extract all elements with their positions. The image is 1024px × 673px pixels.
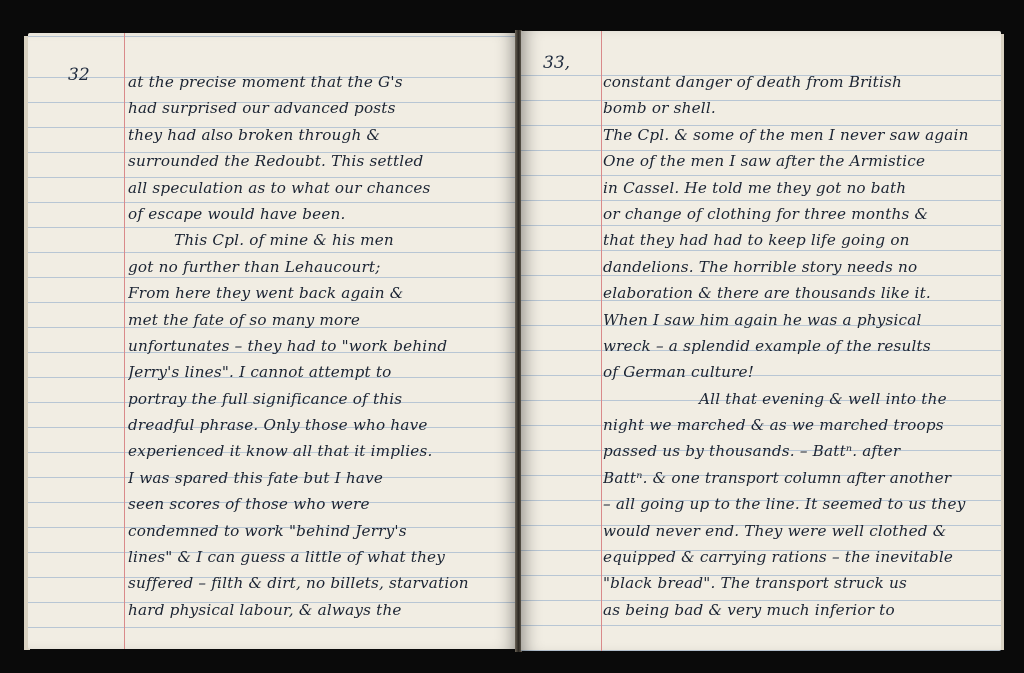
text-line: wreck – a splendid example of the results bbox=[603, 336, 931, 355]
text-line: had surprised our advanced posts bbox=[128, 99, 396, 118]
right-page-text bbox=[603, 69, 997, 623]
text-line: would never end. They were well clothed & bbox=[603, 521, 947, 540]
text-line: passed us by thousands. – Battⁿ. after bbox=[603, 442, 901, 461]
text-line: experienced it know all that it implies. bbox=[128, 442, 433, 461]
text-line: When I saw him again he was a physical bbox=[603, 310, 922, 329]
text-line: dreadful phrase. Only those who have bbox=[128, 416, 428, 435]
text-line: Battⁿ. & one transport column after another bbox=[603, 468, 952, 487]
text-line: bomb or shell. bbox=[603, 99, 716, 118]
text-line: constant danger of death from British bbox=[603, 73, 902, 91]
text-line: From here they went back again & bbox=[128, 284, 404, 303]
text-line: as being bad & very much inferior to bbox=[603, 600, 895, 619]
left-page bbox=[28, 33, 516, 649]
text-line: I was spared this fate but I have bbox=[128, 468, 384, 487]
text-line: "black bread". The transport struck us bbox=[603, 574, 907, 593]
text-line: of escape would have been. bbox=[128, 204, 346, 223]
left-page-text bbox=[128, 69, 512, 623]
text-line: or change of clothing for three months & bbox=[603, 204, 929, 223]
text-line: portray the full significance of this bbox=[128, 389, 403, 408]
right-page-margin-line bbox=[601, 31, 602, 651]
text-line: they had also broken through & bbox=[128, 125, 381, 144]
left-page-number: 32 bbox=[68, 65, 90, 85]
text-line: surrounded the Redoubt. This settled bbox=[128, 152, 424, 171]
right-page-number: 33, bbox=[543, 53, 571, 73]
text-line: One of the men I saw after the Armistice bbox=[603, 152, 926, 171]
text-line: condemned to work "behind Jerry's bbox=[128, 521, 407, 540]
text-line: suffered – filth & dirt, no billets, starvation bbox=[128, 574, 469, 593]
text-line: lines" & I can guess a little of what they bbox=[128, 548, 446, 567]
text-line: All that evening & well into the bbox=[699, 389, 947, 408]
text-line: in Cassel. He told me they got no bath bbox=[603, 178, 907, 197]
text-line: This Cpl. of mine & his men bbox=[174, 231, 394, 250]
text-line: at the precise moment that the G's bbox=[128, 73, 403, 91]
text-line: – all going up to the line. It seemed to us they bbox=[603, 495, 966, 514]
text-line: unfortunates – they had to "work behind bbox=[128, 336, 448, 355]
text-line: Jerry's lines". I cannot attempt to bbox=[128, 363, 392, 382]
text-line: seen scores of those who were bbox=[128, 495, 370, 514]
left-page-margin-line bbox=[124, 33, 125, 649]
text-line: elaboration & there are thousands like it. bbox=[603, 284, 931, 303]
text-line: The Cpl. & some of the men I never saw again bbox=[603, 125, 969, 144]
text-line: equipped & carrying rations – the inevitable bbox=[603, 548, 954, 567]
text-line: of German culture! bbox=[603, 363, 755, 382]
text-line: got no further than Lehaucourt; bbox=[128, 257, 381, 276]
text-line: night we marched & as we marched troops bbox=[603, 416, 944, 435]
text-line: met the fate of so many more bbox=[128, 310, 361, 329]
text-line: dandelions. The horrible story needs no bbox=[603, 257, 918, 276]
text-line: that they had had to keep life going on bbox=[603, 231, 910, 250]
text-line: hard physical labour, & always the bbox=[128, 600, 402, 619]
right-page bbox=[521, 31, 1001, 651]
text-line: all speculation as to what our chances bbox=[128, 178, 431, 197]
